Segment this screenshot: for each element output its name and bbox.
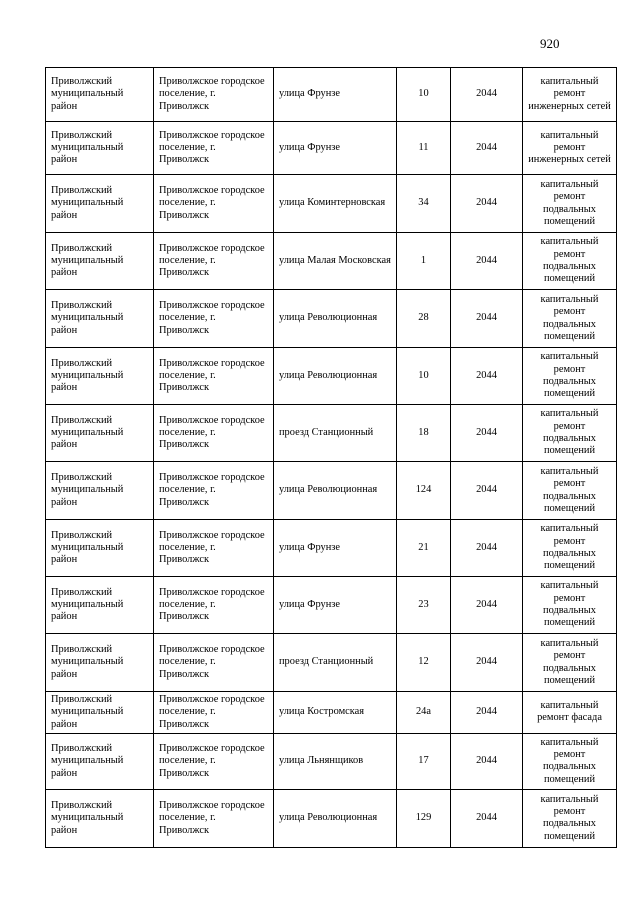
settlement-cell: Приволжское городское поселение, г. Приволжск	[154, 233, 274, 290]
street-cell: улица Революционная	[274, 348, 397, 405]
street-cell: улица Революционная	[274, 462, 397, 520]
table-row	[46, 233, 617, 290]
year-cell: 2044	[451, 405, 523, 462]
street-cell: улица Революционная	[274, 290, 397, 348]
table-row	[46, 122, 617, 175]
house-number-cell: 34	[397, 175, 451, 233]
table-row	[46, 789, 617, 847]
year-cell: 2044	[451, 789, 523, 847]
work-type-cell: капитальный ремонт подвальных помещений	[523, 789, 617, 847]
settlement-cell: Приволжское городское поселение, г. Приволжск	[154, 789, 274, 847]
house-number-cell: 24а	[397, 692, 451, 734]
house-number-cell: 21	[397, 520, 451, 577]
house-number-cell: 23	[397, 577, 451, 634]
district-cell: Приволжский муниципальный район	[46, 290, 154, 348]
year-cell: 2044	[451, 520, 523, 577]
work-type-cell: капитальный ремонт подвальных помещений	[523, 462, 617, 520]
street-cell: улица Коминтерновская	[274, 175, 397, 233]
table-row	[46, 520, 617, 577]
table-row	[46, 68, 617, 122]
settlement-cell: Приволжское городское поселение, г. Приволжск	[154, 68, 274, 122]
settlement-cell: Приволжское городское поселение, г. Приволжск	[154, 122, 274, 175]
settlement-cell: Приволжское городское поселение, г. Приволжск	[154, 692, 274, 734]
work-type-cell: капитальный ремонт подвальных помещений	[523, 634, 617, 692]
street-cell: проезд Станционный	[274, 405, 397, 462]
district-cell: Приволжский муниципальный район	[46, 733, 154, 789]
work-type-cell: капитальный ремонт инженерных сетей	[523, 68, 617, 122]
work-type-cell: капитальный ремонт подвальных помещений	[523, 733, 617, 789]
year-cell: 2044	[451, 68, 523, 122]
house-number-cell: 129	[397, 789, 451, 847]
settlement-cell: Приволжское городское поселение, г. Приволжск	[154, 348, 274, 405]
street-cell: улица Фрунзе	[274, 520, 397, 577]
street-cell: улица Фрунзе	[274, 122, 397, 175]
street-cell: улица Фрунзе	[274, 68, 397, 122]
work-type-cell: капитальный ремонт подвальных помещений	[523, 233, 617, 290]
street-cell: улица Фрунзе	[274, 577, 397, 634]
settlement-cell: Приволжское городское поселение, г. Приволжск	[154, 520, 274, 577]
work-type-cell: капитальный ремонт подвальных помещений	[523, 520, 617, 577]
house-number-cell: 10	[397, 68, 451, 122]
street-cell: улица Малая Московская	[274, 233, 397, 290]
house-number-cell: 18	[397, 405, 451, 462]
settlement-cell: Приволжское городское поселение, г. Приволжск	[154, 634, 274, 692]
table-row	[46, 692, 617, 734]
year-cell: 2044	[451, 233, 523, 290]
settlement-cell: Приволжское городское поселение, г. Приволжск	[154, 462, 274, 520]
table-body	[46, 68, 617, 848]
district-cell: Приволжский муниципальный район	[46, 577, 154, 634]
table-row	[46, 733, 617, 789]
district-cell: Приволжский муниципальный район	[46, 634, 154, 692]
year-cell: 2044	[451, 692, 523, 734]
year-cell: 2044	[451, 462, 523, 520]
table-row	[46, 290, 617, 348]
work-type-cell: капитальный ремонт подвальных помещений	[523, 577, 617, 634]
house-number-cell: 12	[397, 634, 451, 692]
street-cell: улица Льнянщиков	[274, 733, 397, 789]
table-row	[46, 175, 617, 233]
district-cell: Приволжский муниципальный район	[46, 175, 154, 233]
year-cell: 2044	[451, 175, 523, 233]
year-cell: 2044	[451, 634, 523, 692]
district-cell: Приволжский муниципальный район	[46, 462, 154, 520]
work-type-cell: капитальный ремонт подвальных помещений	[523, 405, 617, 462]
house-number-cell: 11	[397, 122, 451, 175]
street-cell: проезд Станционный	[274, 634, 397, 692]
district-cell: Приволжский муниципальный район	[46, 233, 154, 290]
district-cell: Приволжский муниципальный район	[46, 789, 154, 847]
repair-schedule-table	[45, 67, 617, 848]
year-cell: 2044	[451, 348, 523, 405]
district-cell: Приволжский муниципальный район	[46, 692, 154, 734]
settlement-cell: Приволжское городское поселение, г. Приволжск	[154, 405, 274, 462]
settlement-cell: Приволжское городское поселение, г. Приволжск	[154, 290, 274, 348]
settlement-cell: Приволжское городское поселение, г. Приволжск	[154, 733, 274, 789]
work-type-cell: капитальный ремонт подвальных помещений	[523, 348, 617, 405]
year-cell: 2044	[451, 577, 523, 634]
house-number-cell: 10	[397, 348, 451, 405]
table-row	[46, 348, 617, 405]
year-cell: 2044	[451, 122, 523, 175]
page-number: 920	[540, 36, 560, 51]
house-number-cell: 28	[397, 290, 451, 348]
work-type-cell: капитальный ремонт инженерных сетей	[523, 122, 617, 175]
year-cell: 2044	[451, 733, 523, 789]
district-cell: Приволжский муниципальный район	[46, 520, 154, 577]
house-number-cell: 17	[397, 733, 451, 789]
settlement-cell: Приволжское городское поселение, г. Приволжск	[154, 175, 274, 233]
table-row	[46, 577, 617, 634]
house-number-cell: 124	[397, 462, 451, 520]
house-number-cell: 1	[397, 233, 451, 290]
street-cell: улица Революционная	[274, 789, 397, 847]
table-row	[46, 634, 617, 692]
work-type-cell: капитальный ремонт подвальных помещений	[523, 175, 617, 233]
district-cell: Приволжский муниципальный район	[46, 68, 154, 122]
district-cell: Приволжский муниципальный район	[46, 405, 154, 462]
work-type-cell: капитальный ремонт подвальных помещений	[523, 290, 617, 348]
district-cell: Приволжский муниципальный район	[46, 122, 154, 175]
year-cell: 2044	[451, 290, 523, 348]
work-type-cell: капитальный ремонт фасада	[523, 692, 617, 734]
district-cell: Приволжский муниципальный район	[46, 348, 154, 405]
table-row	[46, 462, 617, 520]
street-cell: улица Костромская	[274, 692, 397, 734]
table-row	[46, 405, 617, 462]
settlement-cell: Приволжское городское поселение, г. Приволжск	[154, 577, 274, 634]
